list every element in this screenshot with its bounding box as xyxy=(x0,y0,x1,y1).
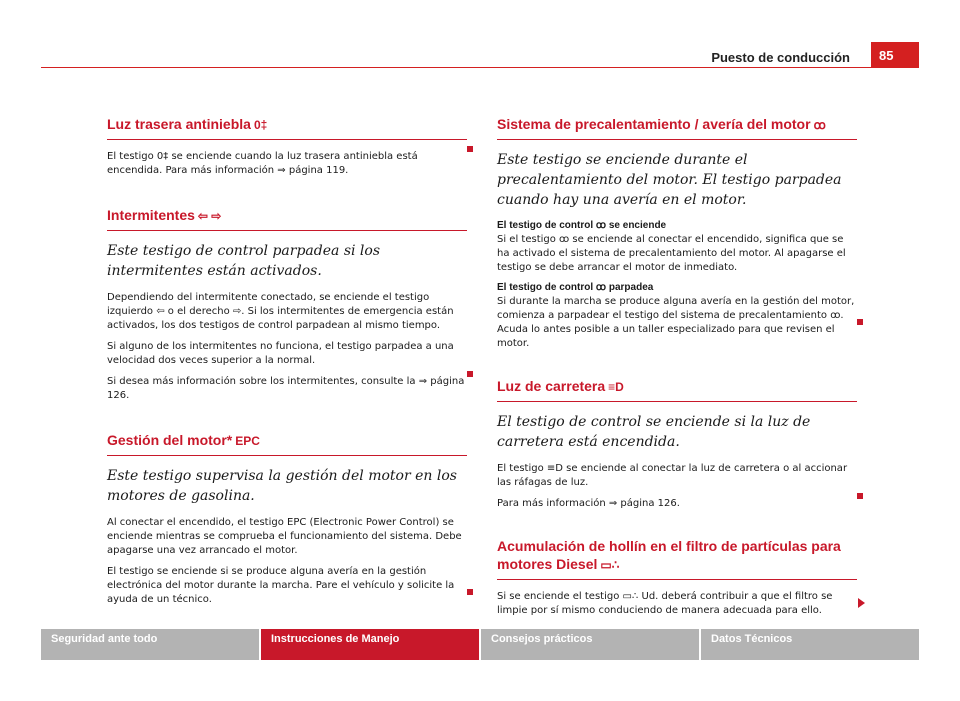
intro-text: Este testigo se enciende durante el precalentamiento del motor. El testigo parpadea cuando hay una avería en el motor. xyxy=(497,152,842,208)
footer-tabs xyxy=(41,629,919,660)
section-end-icon xyxy=(467,146,473,152)
right-column xyxy=(497,115,857,640)
paragraph: Si se enciende el testigo ▭∴ Ud. deberá contribuir a que el filtro se limpie por sí mismo conduciendo de manera adecuada para ello. xyxy=(497,591,833,616)
section-high-beam xyxy=(497,377,857,511)
paragraph: Si el testigo ꝏ se enciende al conectar el encendido, significa que se ha activado el sistema de precalentamiento del motor. Al apagarse el testigo se debe arrancar el motor de inmediato. xyxy=(497,234,846,273)
tab-instrucciones[interactable]: Instrucciones de Manejo xyxy=(261,629,479,660)
running-header: Puesto de conducción xyxy=(711,50,850,65)
paragraph: El testigo se enciende si se produce alguna avería en la gestión electrónica del motor durante la marcha. Pare el vehículo y solicite la ayuda de un técnico. xyxy=(107,566,455,605)
section-end-icon xyxy=(467,371,473,377)
section-end-icon xyxy=(857,319,863,325)
fog-light-icon: 0‡ xyxy=(253,118,268,132)
paragraph: Para más información ⇒ página 126. xyxy=(497,498,680,509)
section-title: Acumulación de hollín en el filtro de partículas para motores Diesel ▭∴ xyxy=(497,537,857,580)
section-title: Luz de carretera ≡D xyxy=(497,377,857,402)
particulate-filter-icon: ▭∴ xyxy=(600,558,620,572)
header-rule xyxy=(41,67,919,68)
intro-text: Este testigo supervisa la gestión del motor en los motores de gasolina. xyxy=(107,468,457,504)
paragraph: Si desea más información sobre los intermitentes, consulte la ⇒ página 126. xyxy=(107,376,465,401)
section-fog-light xyxy=(107,115,467,178)
epc-icon: EPC xyxy=(235,434,260,448)
section-end-icon xyxy=(857,493,863,499)
section-title: Gestión del motor* EPC xyxy=(107,431,467,456)
high-beam-icon: ≡D xyxy=(608,380,624,394)
section-diesel-particulate-filter xyxy=(497,537,857,618)
paragraph: Si durante la marcha se produce alguna avería en la gestión del motor, comienza a parpadear el testigo del sistema de precalentamiento ꝏ. Acuda lo antes posible a un taller especializado para que revisen el motor. xyxy=(497,296,855,349)
section-end-icon xyxy=(467,589,473,595)
subheading: El testigo de control ꝏ se enciende xyxy=(497,220,667,231)
continue-arrow-icon xyxy=(858,598,865,608)
tab-datos[interactable]: Datos Técnicos xyxy=(701,629,919,660)
paragraph: Dependiendo del intermitente conectado, se enciende el testigo izquierdo ⇦ o el derecho ⇨. Si los intermitentes de emergencia están activados, los dos testigos de control parpadean al mismo tiempo. xyxy=(107,292,454,331)
glow-plug-icon: ꝏ xyxy=(813,118,826,132)
section-engine-management xyxy=(107,431,467,607)
left-column xyxy=(107,115,467,629)
section-title: Intermitentes ⇦ ⇨ xyxy=(107,206,467,231)
page-number: 85 xyxy=(871,42,919,68)
tab-seguridad[interactable]: Seguridad ante todo xyxy=(41,629,259,660)
section-turn-signals xyxy=(107,206,467,403)
tab-consejos[interactable]: Consejos prácticos xyxy=(481,629,699,660)
subheading: El testigo de control ꝏ parpadea xyxy=(497,282,654,293)
paragraph: El testigo 0‡ se enciende cuando la luz trasera antiniebla está encendida. Para más información ⇒ página 119. xyxy=(107,151,418,176)
section-preheating xyxy=(497,115,857,351)
turn-signal-icon: ⇦ ⇨ xyxy=(197,209,222,223)
intro-text: Este testigo de control parpadea si los intermitentes están activados. xyxy=(107,243,381,279)
paragraph: El testigo ≡D se enciende al conectar la luz de carretera o al accionar las ráfagas de luz. xyxy=(497,463,848,488)
section-title: Sistema de precalentamiento / avería del motor ꝏ xyxy=(497,115,857,140)
section-title: Luz trasera antiniebla 0‡ xyxy=(107,115,467,140)
paragraph: Al conectar el encendido, el testigo EPC (Electronic Power Control) se enciende mientras se comprueba el funcionamiento del sistema. Debe apagarse una vez arrancado el motor. xyxy=(107,517,462,556)
paragraph: Si alguno de los intermitentes no funciona, el testigo parpadea a una velocidad dos veces superior a la normal. xyxy=(107,341,454,366)
intro-text: El testigo de control se enciende si la luz de carretera está encendida. xyxy=(497,414,811,450)
